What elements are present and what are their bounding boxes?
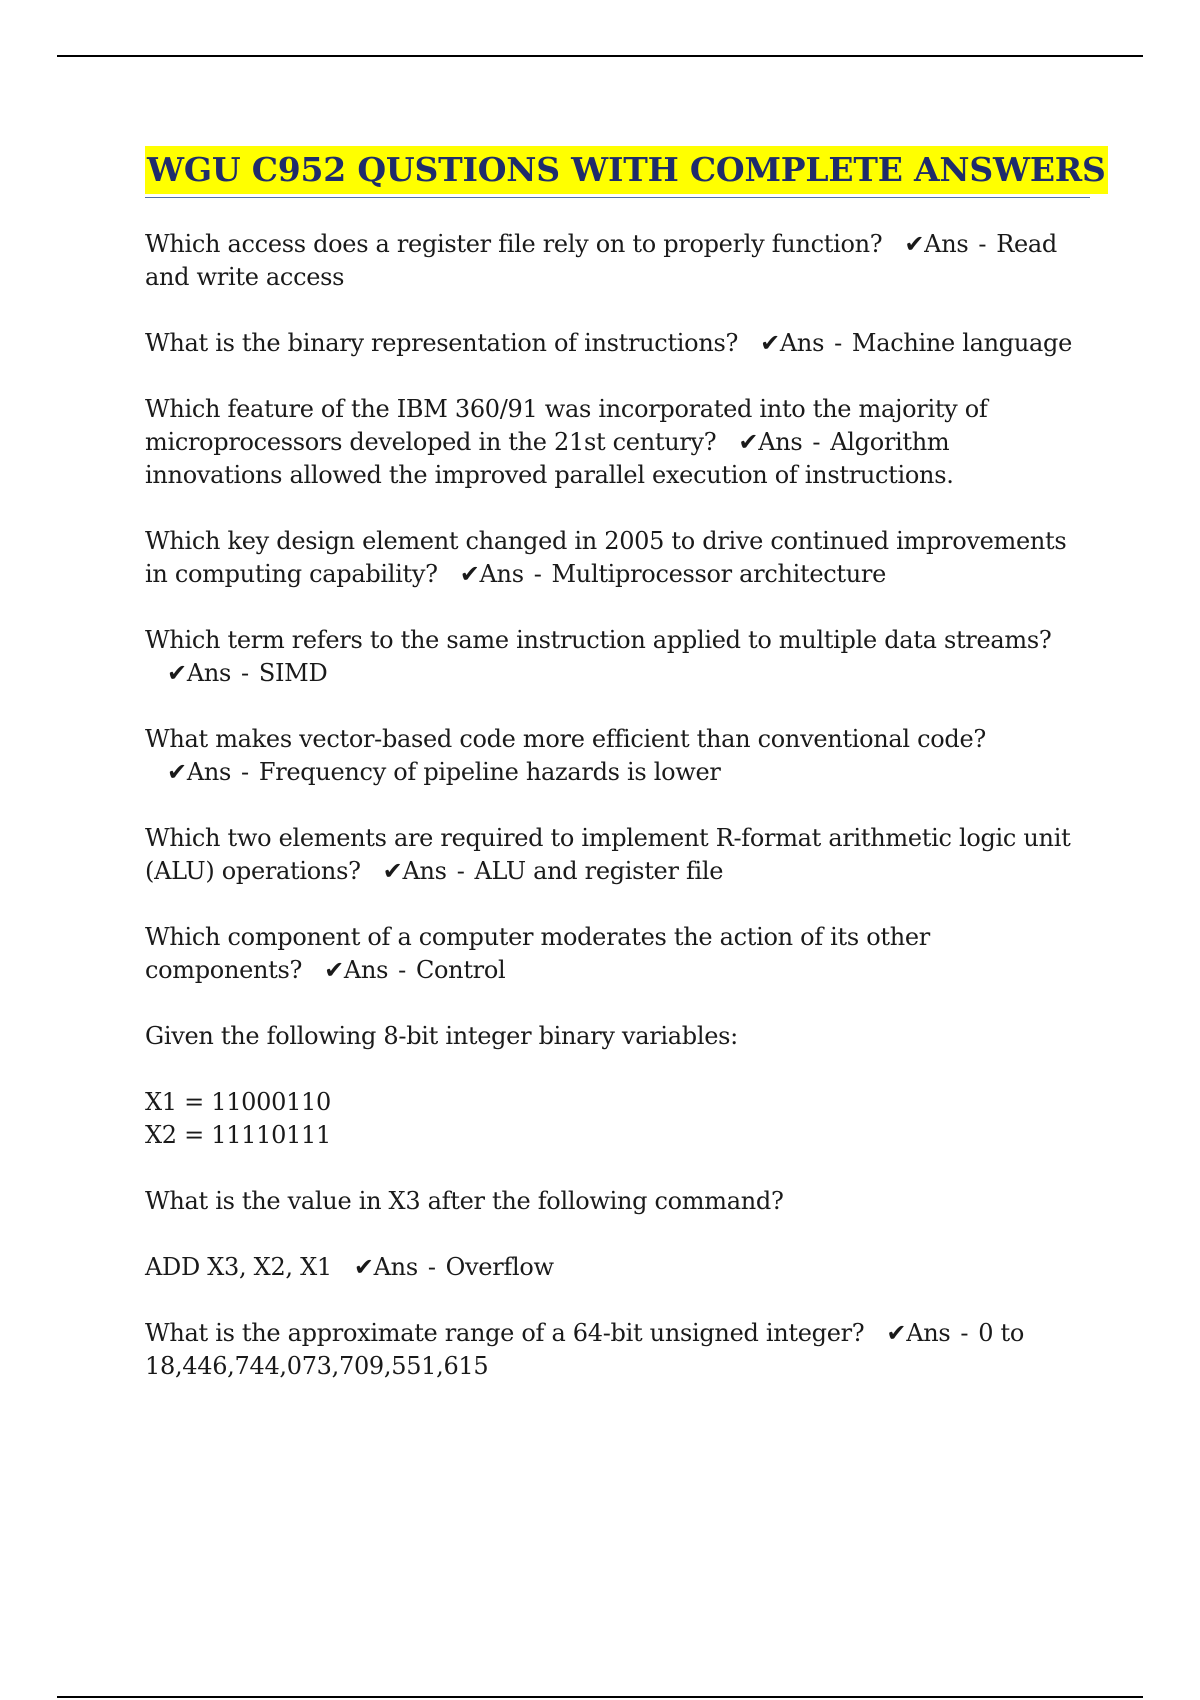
answer-text: Overflow [445, 1253, 554, 1281]
title-block [145, 146, 1106, 198]
ans-label: Ans [186, 758, 232, 786]
ans-dash: - [812, 428, 821, 456]
ans-label: Ans [758, 428, 803, 456]
command-text: ADD X3, X2, X1 [145, 1253, 332, 1281]
qa-list [145, 228, 1090, 987]
qa-item-command [145, 1251, 1090, 1284]
ans-label: Ans [373, 1253, 418, 1281]
check-icon: ✔ [167, 659, 187, 687]
check-icon: ✔ [167, 758, 187, 786]
document-title: WGU C952 QUSTIONS WITH COMPLETE ANSWERS [145, 146, 1108, 194]
ans-dash: - [456, 857, 465, 885]
binary-intro: Given the following 8-bit integer binary variables: [145, 1022, 738, 1050]
ans-label: Ans [924, 230, 969, 258]
ans-dash: - [427, 1253, 436, 1281]
ans-label: Ans [343, 956, 389, 984]
answer-text: Machine language [851, 329, 1073, 357]
qa-item [145, 822, 1090, 888]
answer-text: ALU and register file [474, 857, 724, 885]
check-icon: ✔ [738, 428, 759, 456]
footer-rule [57, 1696, 1143, 1698]
answer-text: 0 to 18,446,744,073,709,551,615 [145, 1319, 1025, 1380]
qa-item [145, 624, 1090, 690]
question-text: Which access does a register file rely on to properly function? [145, 230, 883, 258]
ans-dash: - [241, 758, 249, 786]
question-text: What is the approximate range of a 64-bit unsigned integer? [145, 1319, 865, 1347]
question-text: What is the binary representation of instructions? [145, 329, 739, 357]
answer-text: Multiprocessor architecture [551, 560, 886, 588]
ans-dash: - [241, 659, 249, 687]
variable-x2: X2 = 11110111 [145, 1121, 331, 1149]
question-text: Which feature of the IBM 360/91 was incorporated into the majority of microprocessors developed in the 21st century? [145, 395, 988, 456]
qa-item [145, 921, 1090, 987]
answer-text: Frequency of pipeline hazards is lower [258, 758, 721, 786]
question-text: What makes vector-based code more efficient than conventional code? [145, 725, 986, 753]
question-text: Which key design element changed in 2005 to drive continued improvements in computing capability? [145, 527, 1067, 588]
check-icon: ✔ [904, 230, 925, 258]
check-icon: ✔ [886, 1319, 907, 1347]
ans-label: Ans [186, 659, 232, 687]
ans-label: Ans [402, 857, 447, 885]
qa-item [145, 228, 1090, 294]
check-icon: ✔ [760, 329, 780, 357]
header-rule [57, 55, 1143, 57]
document-body [145, 146, 1106, 1416]
qa-item [145, 525, 1090, 591]
ans-dash: - [978, 230, 987, 258]
binary-variables [145, 1086, 1090, 1152]
question-text: Which two elements are required to implement R-format arithmetic logic unit (ALU) operations? [145, 824, 1071, 885]
answer-text: Control [415, 956, 506, 984]
qa-item [145, 393, 1090, 492]
binary-prompt: What is the value in X3 after the following command? [145, 1187, 784, 1215]
question-text: Which term refers to the same instruction applied to multiple data streams? [145, 626, 1052, 654]
check-icon: ✔ [459, 560, 480, 588]
check-icon: ✔ [382, 857, 403, 885]
question-text: Which component of a computer moderates the action of its other components? [145, 923, 930, 984]
ans-dash: - [398, 956, 406, 984]
ans-label: Ans [479, 560, 524, 588]
qa-item-last [145, 1317, 1090, 1383]
qa-item [145, 327, 1090, 360]
ans-dash: - [834, 329, 842, 357]
answer-text: SIMD [258, 659, 328, 687]
ans-label: Ans [906, 1319, 951, 1347]
check-icon: ✔ [324, 956, 344, 984]
answer-text: Algorithm innovations allowed the improved parallel execution of instructions. [145, 428, 954, 489]
ans-dash: - [533, 560, 542, 588]
check-icon: ✔ [353, 1253, 374, 1281]
variable-x1: X1 = 11000110 [145, 1088, 331, 1116]
ans-dash: - [960, 1319, 969, 1347]
answer-text: Read and write access [145, 230, 1057, 291]
ans-label: Ans [779, 329, 825, 357]
qa-item [145, 723, 1090, 789]
